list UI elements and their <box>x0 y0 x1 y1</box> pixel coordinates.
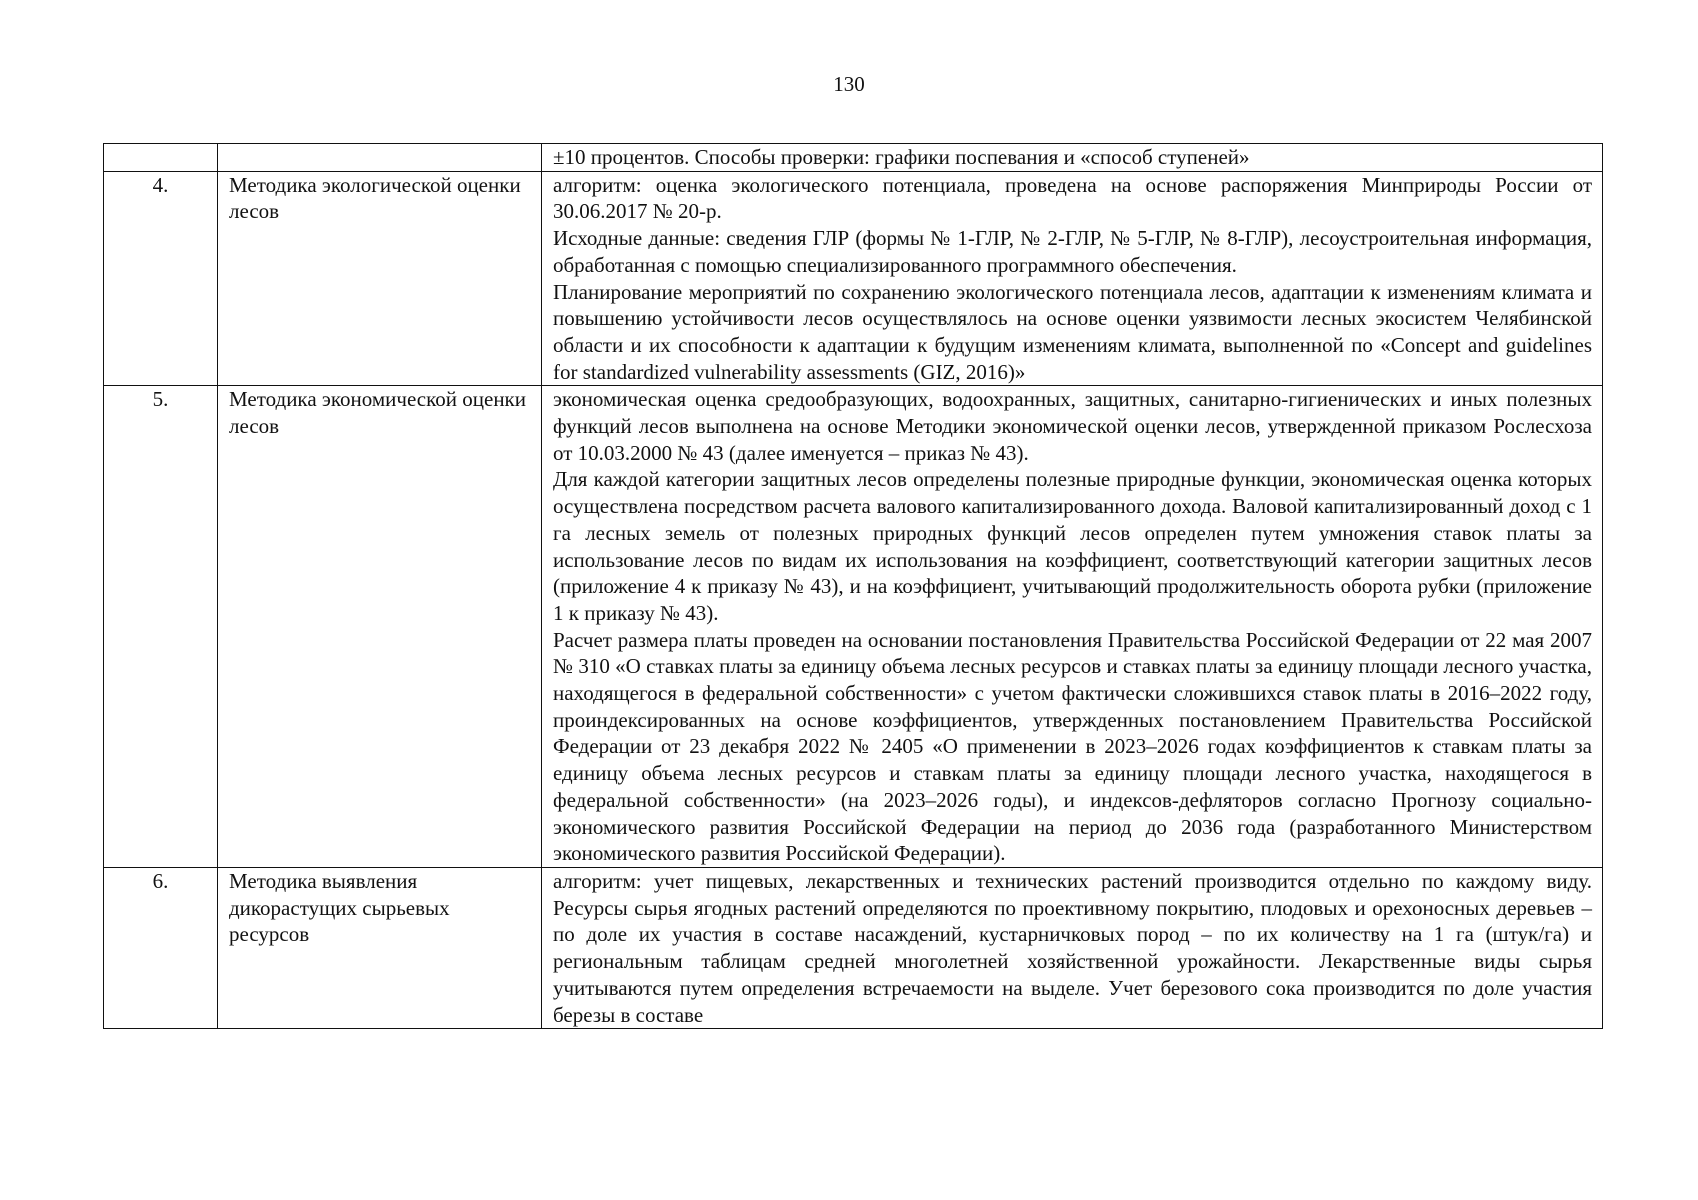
method-description-cell <box>542 171 1603 386</box>
method-name: Методика выявления дикорастущих сырьевых ресурсов <box>218 867 542 1028</box>
row-number: 5. <box>104 386 218 868</box>
description-paragraph: алгоритм: учет пищевых, лекарственных и технических растений производится отдельно по каждому виду. Ресурсы сырья ягодных растений определяются по проективному покрытию, плодовых и орехоносных деревьев – по доле их участия в составе насаждений, кустарничковых пород – по их количеству на 1 га (штук/га) и региональным таблицам средней многолетней хозяйственной урожайности. Лекарственные виды сырья учитываются путем определения встречаемости на выделе. Учет березового сока производится по доле участия березы в составе <box>553 868 1592 1027</box>
table-row <box>104 386 1603 868</box>
continuation-text: ±10 процентов. Способы проверки: графики поспевания и «способ ступеней» <box>553 145 1250 169</box>
row-number: 6. <box>104 867 218 1028</box>
method-name: Методика экономической оценки лесов <box>218 386 542 868</box>
description-paragraph: экономическая оценка средообразующих, водоохранных, защитных, санитарно-гигиенических и иных полезных функций лесов выполнена на основе Методики экономической оценки лесов, утвержденной приказом Рослесхоза от 10.03.2000 № 43 (далее именуется – приказ № 43). <box>553 387 1592 465</box>
description-paragraph: Исходные данные: сведения ГЛР (формы № 1-ГЛР, № 2-ГЛР, № 5-ГЛР, № 8-ГЛР), лесоустроительная информация, обработанная с помощью специализированного программного обеспечения. <box>553 226 1592 277</box>
method-name-cell <box>218 144 542 172</box>
description-paragraph: Для каждой категории защитных лесов определены полезные природные функции, экономическая оценка которых осуществлена посредством расчета валового капитализированного дохода. Валовой капитализированный доход с 1 га лесных земель от полезных природных функций лесов определен путем умножения ставок платы за использование лесов по видам их использования на коэффициент, соответствующий категории защитных лесов (приложение 4 к приказу № 43), и на коэффициент, учитывающий продолжительность оборота рубки (приложение 1 к приказу № 43). <box>553 467 1592 625</box>
table-row-continuation <box>104 144 1603 172</box>
page-number: 130 <box>833 72 865 96</box>
description-paragraph: Расчет размера платы проведен на основании постановления Правительства Российской Федерации от 22 мая 2007 № 310 «О ставках платы за единицу объема лесных ресурсов и ставках платы за единицу площади лесного участка, находящегося в федеральной собственности» с учетом фактически сложившихся ставок платы в 2016–2022 году, проиндексированных на основе коэффициентов, утвержденных постановлением Правительства Российской Федерации от 23 декабря 2022 № 2405 «О применении в 2023–2026 годах коэффициентов к ставкам платы за единицу объема лесных ресурсов и ставкам платы за единицу площади лесного участка, находящегося в федеральной собственности» (на 2023–2026 годы), и индексов-дефляторов согласно Прогнозу социально-экономического развития Российской Федерации на период до 2036 года (разработанного Министерством экономического развития Российской Федерации). <box>553 627 1592 866</box>
method-description-cell <box>542 867 1603 1028</box>
method-description-cell <box>542 386 1603 868</box>
row-number: 4. <box>104 171 218 386</box>
method-name: Методика экологической оценки лесов <box>218 171 542 386</box>
row-number-cell <box>104 144 218 172</box>
table-row <box>104 171 1603 386</box>
table-row <box>104 867 1603 1028</box>
description-paragraph: алгоритм: оценка экологического потенциала, проведена на основе распоряжения Минприроды России от 30.06.2017 № 20-р. <box>553 172 1592 224</box>
method-description-cell <box>542 144 1603 172</box>
methods-table <box>103 143 1603 1029</box>
description-paragraph: Планирование мероприятий по сохранению экологического потенциала лесов, адаптации к изменениям климата и повышению устойчивости лесов осуществлялось на основе оценки уязвимости лесных экосистем Челябинской области и их способности к адаптации к будущим изменениям климата, выполненной по «Concept and guidelines for standardized vulnerability assessments (GIZ, 2016)» <box>553 279 1592 384</box>
